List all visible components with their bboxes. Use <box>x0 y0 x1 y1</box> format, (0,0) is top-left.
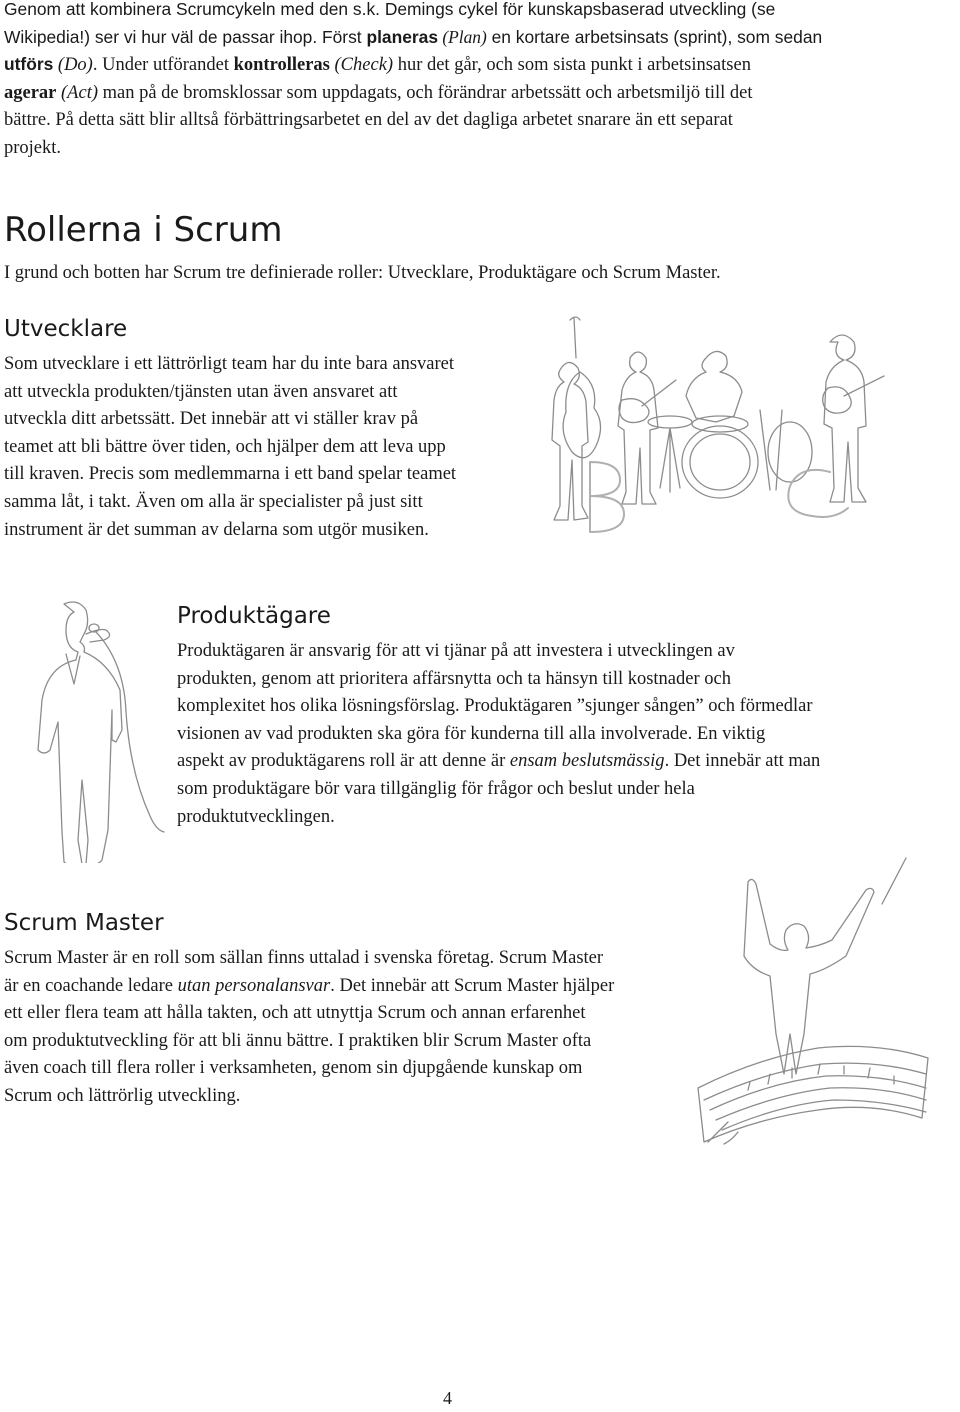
intro-line: bättre. På detta sätt blir alltså förbättringsarbetet en del av det dagliga arbetet snarare än ett separat <box>4 110 733 131</box>
intro-line: utförs (Do). Under utförandet kontrolleras (Check) hur det går, och som sista punkt i arbetsinsatsen <box>4 54 751 76</box>
emphasis-decisive: ensam beslutsmässig <box>509 751 665 772</box>
intro-line: Wikipedia!) ser vi hur väl de passar ihop. Först planeras (Plan) en kortare arbetsinsats (sprint), som sedan <box>4 26 823 47</box>
owner-line: produkten, genom att prioritera affärsnytta och ta hänsyn till kostnader och <box>177 668 731 689</box>
master-line: är en coachande ledare utan personalansvar. Det innebär att Scrum Master hjälper <box>4 975 615 996</box>
developer-line: instrument är det summan av delarna som utgör musiken. <box>4 519 429 540</box>
intro-line: agerar (Act) man på de bromsklossar som uppdagats, och förändrar arbetssätt och arbetsmiljö till det <box>4 82 753 103</box>
do-term: utförs <box>4 54 54 75</box>
developer-line: samma låt, i takt. Även om alla är specialister på just sitt <box>4 491 423 512</box>
owner-line: visionen av vad produkten ska göra för kunderna till alla involverade. En viktig <box>177 723 766 744</box>
owner-paragraph <box>177 638 937 831</box>
master-line: ett eller flera team att hålla takten, och att utnyttja Scrum och annan erfarenhet <box>4 1003 586 1024</box>
master-line: Scrum Master är en roll som sällan finns uttalad i svenska företag. Scrum Master <box>4 948 604 968</box>
developer-line: utveckla ditt arbetssätt. Det innebär att vi ställer krav på <box>4 409 419 430</box>
developer-heading: Utvecklare <box>4 316 128 342</box>
owner-line: Produktägaren är ansvarig för att vi tjänar på att investera i utvecklingen av <box>177 641 735 661</box>
intro-line: Genom att kombinera Scrumcykeln med den s.k. Demings cykel för kunskapsbaserad utveckling (se <box>4 0 776 19</box>
roles-heading: Rollerna i Scrum <box>4 210 283 250</box>
page-number: 4 <box>443 1388 452 1408</box>
owner-line: som produktägare bör vara tillgänglig för frågor och beslut under hela <box>177 778 695 799</box>
developer-line: teamet att bli bättre över tiden, och hjälper dem att leva upp <box>4 436 446 457</box>
owner-heading: Produktägare <box>177 603 331 629</box>
intro-paragraph <box>4 0 954 163</box>
owner-line: aspekt av produktägarens roll är att denne är ensam beslutsmässig. Det innebär att man <box>177 751 821 772</box>
developer-paragraph <box>4 351 524 544</box>
plan-term: planeras <box>366 26 438 47</box>
band-illustration <box>530 312 900 538</box>
conductor-illustration <box>688 852 933 1148</box>
emphasis-no-staff: utan personalansvar <box>177 975 331 996</box>
owner-line: produktutvecklingen. <box>177 806 335 827</box>
singer-illustration <box>20 598 165 863</box>
intro-line: projekt. <box>4 137 62 158</box>
developer-line: att utveckla produkten/tjänsten utan även ansvaret att <box>4 381 398 402</box>
master-line: om produktutveckling för att bli ännu bättre. I praktiken blir Scrum Master ofta <box>4 1030 592 1051</box>
developer-line: Som utvecklare i ett lättrörligt team har du inte bara ansvaret <box>4 354 454 374</box>
master-heading: Scrum Master <box>4 910 164 936</box>
owner-line: komplexitet hos olika lösningsförslag. Produktägaren ”sjunger sången” och förmedlar <box>177 696 813 717</box>
act-term: agerar <box>4 82 57 103</box>
master-line: Scrum och lättrörlig utveckling. <box>4 1085 241 1106</box>
master-paragraph <box>4 945 694 1111</box>
master-line: även coach till flera roller i verksamheten, genom sin djupgående kunskap om <box>4 1058 583 1079</box>
check-term: kontrolleras <box>233 55 330 76</box>
roles-intro: I grund och botten har Scrum tre definierade roller: Utvecklare, Produktägare och Scrum Master. <box>4 263 721 283</box>
developer-line: till kraven. Precis som medlemmarna i ett band spelar teamet <box>4 464 457 485</box>
